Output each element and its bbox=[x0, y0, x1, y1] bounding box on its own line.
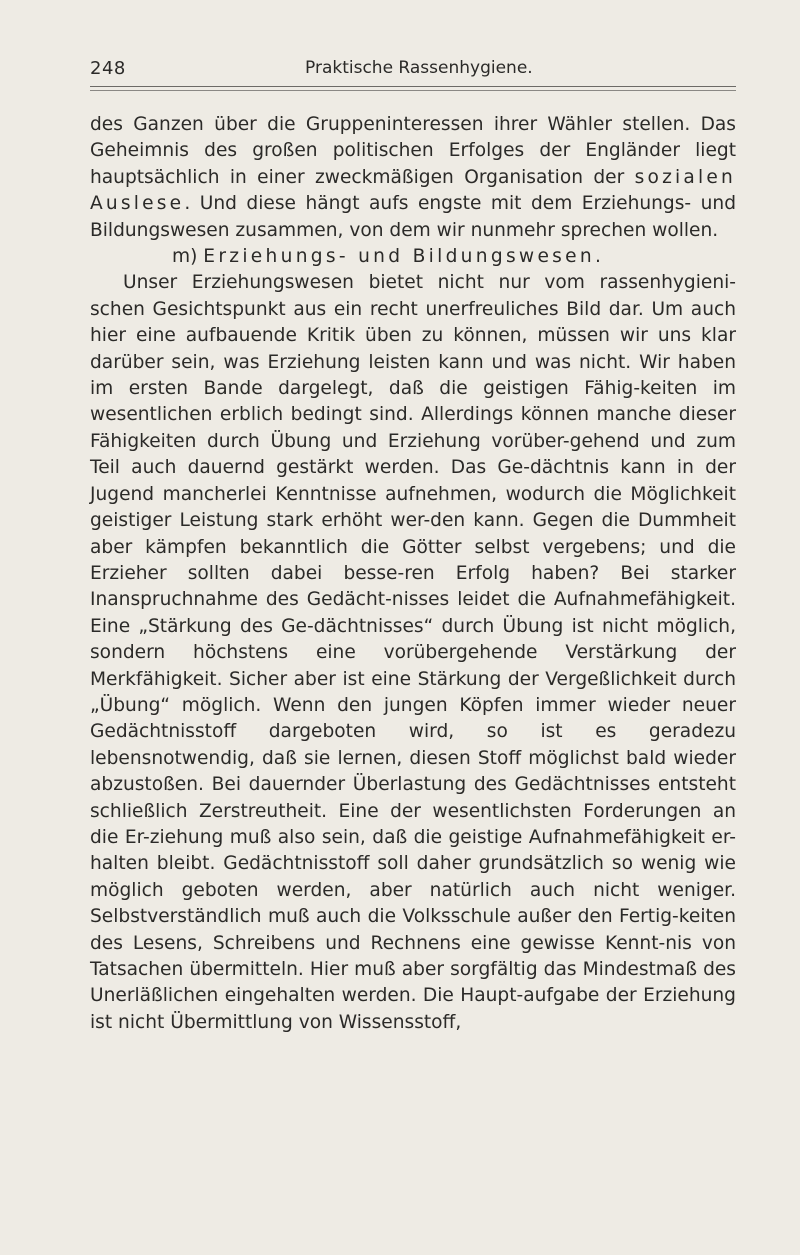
section-heading-suffix: . bbox=[595, 246, 601, 268]
body-text bbox=[90, 112, 736, 1036]
paragraph-1-part-a: des Ganzen über die Gruppeninteressen ihrer Wähler stellen. Das Geheimnis des großen politischen Erfolges der Engländer liegt hauptsächlich in einer zweckmäßigen Organisation der bbox=[90, 114, 736, 188]
page-header bbox=[90, 58, 736, 88]
section-heading-title: Erziehungs- und Bildungswesen bbox=[203, 246, 595, 268]
section-heading-prefix: m) bbox=[172, 246, 204, 268]
page-number: 248 bbox=[90, 58, 126, 79]
header-rule-bottom bbox=[90, 90, 736, 91]
running-title: Praktische Rassenhygiene. bbox=[305, 58, 533, 78]
paragraph-1 bbox=[90, 112, 736, 244]
header-rule-top bbox=[90, 86, 736, 87]
paragraph-2: Unser Erziehungswesen bietet nicht nur vom rassenhygieni-schen Gesichtspunkt aus ein recht unerfreuliches Bild dar. Um auch hier eine aufbauende Kritik üben zu können, müssen wir uns klar darüber sein, was Erziehung leisten kann und was nicht. Wir haben im ersten Bande dargelegt, daß die geistigen Fähig-keiten im wesentlichen erblich bedingt sind. Allerdings können manche dieser Fähigkeiten durch Übung und Erziehung vorüber-gehend und zum Teil auch dauernd gestärkt werden. Das Ge-dächtnis kann in der Jugend mancherlei Kenntnisse aufnehmen, wodurch die Möglichkeit geistiger Leistung stark erhöht wer-den kann. Gegen die Dummheit aber kämpfen bekanntlich die Götter selbst vergebens; und die Erzieher sollten dabei besse-ren Erfolg haben? Bei starker Inanspruchnahme des Gedächt-nisses leidet die Aufnahmefähigkeit. Eine „Stärkung des Ge-dächtnisses“ durch Übung ist nicht möglich, sondern höchstens eine vorübergehende Verstärkung der Merkfähigkeit. Sicher aber ist eine Stärkung der Vergeßlichkeit durch „Übung“ möglich. Wenn den jungen Köpfen immer wieder neuer Gedächtnisstoff dargeboten wird, so ist es geradezu lebensnotwendig, daß sie lernen, diesen Stoff möglichst bald wieder abzustoßen. Bei dauernder Überlastung des Gedächtnisses entsteht schließlich Zerstreutheit. Eine der wesentlichsten Forderungen an die Er-ziehung muß also sein, daß die geistige Aufnahmefähigkeit er-halten bleibt. Gedächtnisstoff soll daher grundsätzlich so wenig wie möglich geboten werden, aber natürlich auch nicht weniger. Selbstverständlich muß auch die Volksschule außer den Fertig-keiten des Lesens, Schreibens und Rechnens eine gewisse Kennt-nis von Tatsachen übermitteln. Hier muß aber sorgfältig das Mindestmaß des Unerläßlichen eingehalten werden. Die Haupt-aufgabe der Erziehung ist nicht Übermittlung von Wissensstoff, bbox=[90, 272, 736, 1033]
paragraph-1-part-b: . Und diese hängt aufs engste mit dem Erziehungs- und Bildungswesen zusammen, von dem wir nunmehr sprechen wollen. bbox=[90, 193, 736, 241]
emphasis-social-selection: sozialen Auslese bbox=[90, 166, 736, 215]
section-heading bbox=[90, 244, 736, 270]
